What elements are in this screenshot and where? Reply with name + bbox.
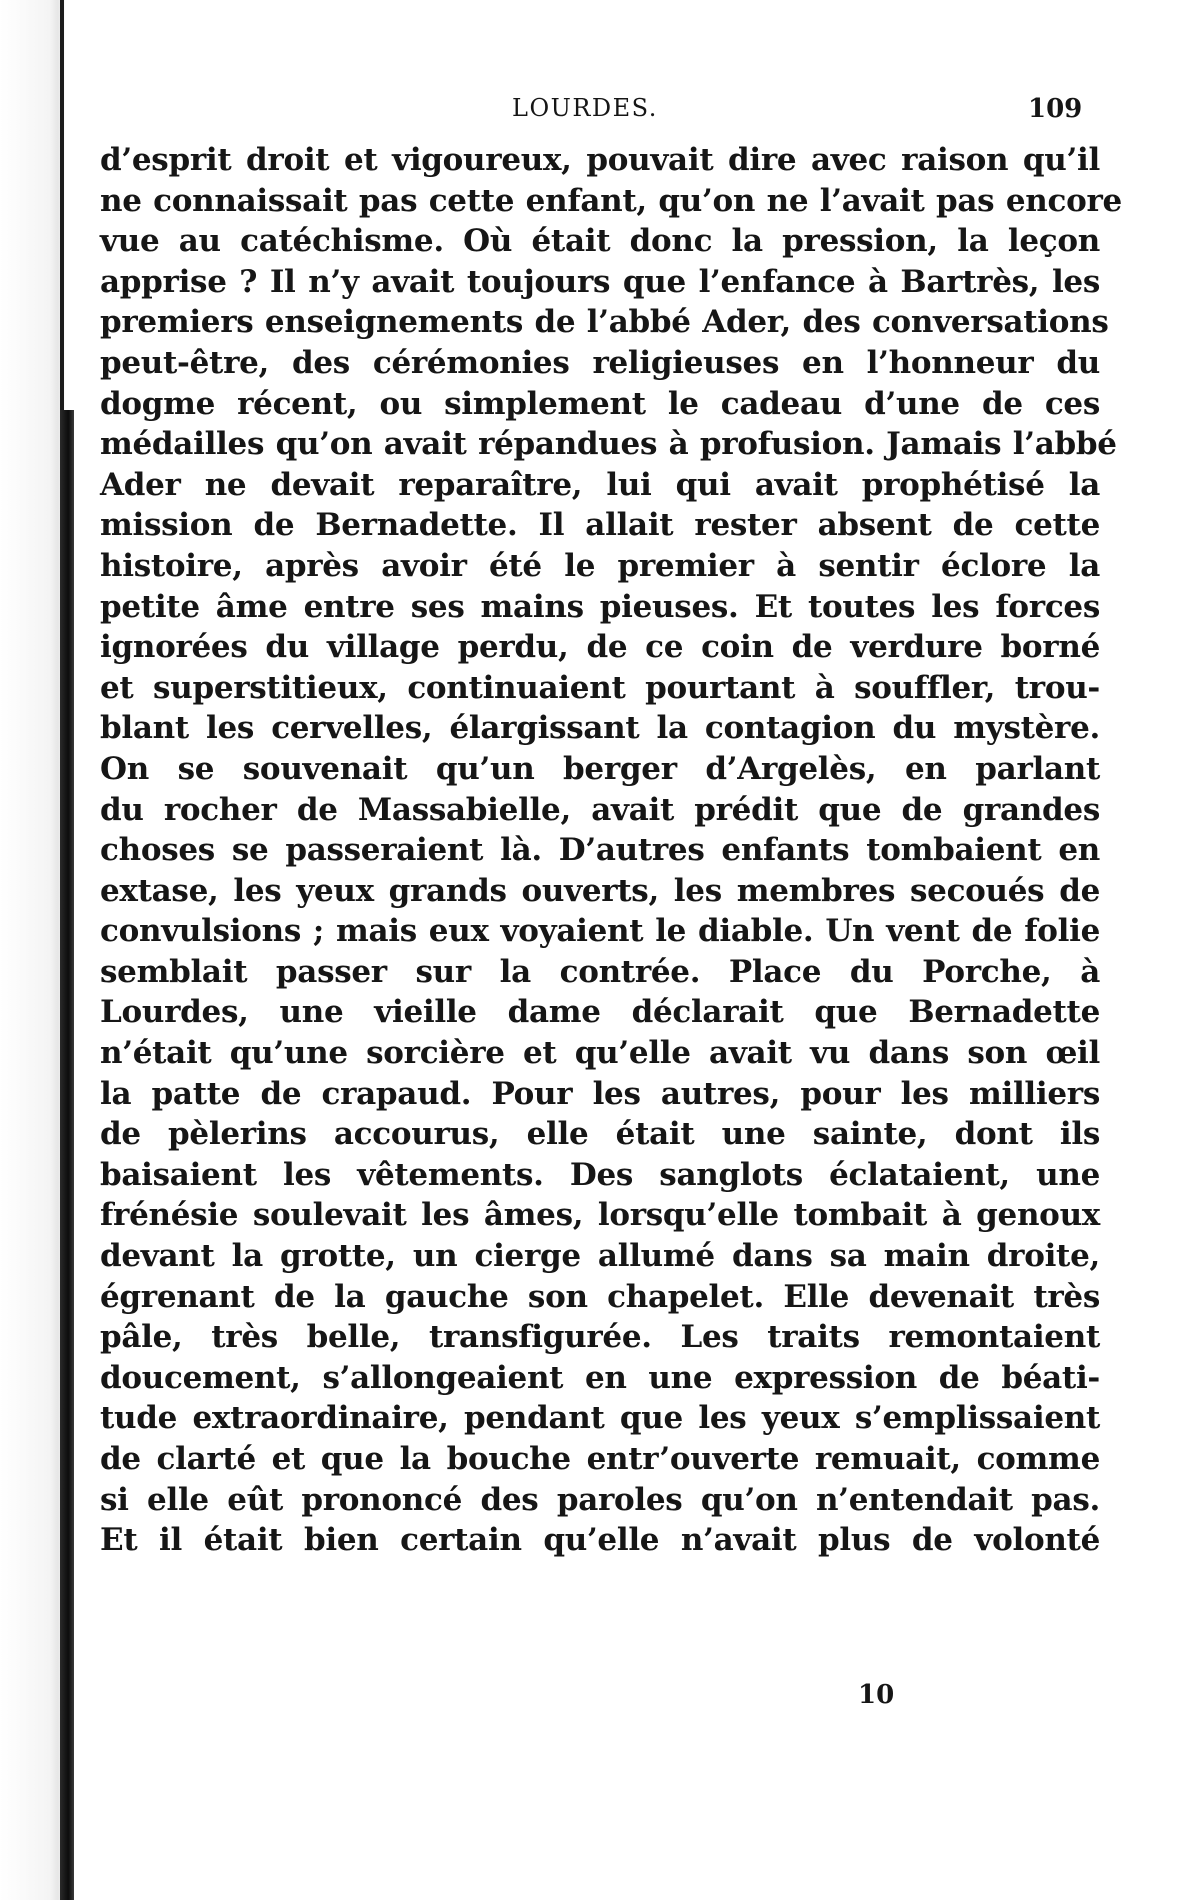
binding-shadow <box>60 410 74 1900</box>
page-header <box>100 90 1100 130</box>
text-line: de pèlerins accourus, elle était une sainte, dont ils <box>100 1116 1100 1153</box>
text-line: n’était qu’une sorcière et qu’elle avait vu dans son œil <box>100 1035 1100 1072</box>
text-line: vue au catéchisme. Où était donc la pression, la leçon <box>100 223 1100 260</box>
text-line: et superstitieux, continuaient pourtant à souffler, trou- <box>100 669 1100 706</box>
text-line: du rocher de Massabielle, avait prédit que de grandes <box>100 791 1100 828</box>
binding-gutter <box>0 0 96 1900</box>
text-line: frénésie soulevait les âmes, lorsqu’elle tombait à genoux <box>100 1197 1100 1234</box>
page-number: 109 <box>1028 94 1083 124</box>
text-line: apprise ? Il n’y avait toujours que l’enfance à Bartrès, les <box>100 263 1100 300</box>
text-line: Ader ne devait reparaître, lui qui avait prophétisé la <box>100 466 1100 503</box>
signature-mark: 10 <box>858 1680 895 1710</box>
text-line: si elle eût prononcé des paroles qu’on n’entendait pas. <box>100 1481 1100 1518</box>
text-line: ne connaissait pas cette enfant, qu’on ne l’avait pas encore <box>100 182 1122 219</box>
text-line: dogme récent, ou simplement le cadeau d’une de ces <box>100 385 1100 422</box>
text-line: devant la grotte, un cierge allumé dans sa main droite, <box>100 1238 1100 1275</box>
text-line: convulsions ; mais eux voyaient le diable. Un vent de folie <box>100 913 1100 950</box>
text-line: peut-être, des cérémonies religieuses en l’honneur du <box>100 344 1100 381</box>
page-body-text <box>100 140 1122 1561</box>
text-line: petite âme entre ses mains pieuses. Et toutes les forces <box>100 588 1100 625</box>
text-line: doucement, s’allongeaient en une expression de béati- <box>100 1359 1100 1396</box>
text-line: de clarté et que la bouche entr’ouverte remuait, comme <box>100 1441 1100 1477</box>
text-line: ignorées du village perdu, de ce coin de verdure borné <box>100 629 1100 666</box>
text-line: médailles qu’on avait répandues à profusion. Jamais l’abbé <box>100 426 1117 463</box>
text-line: semblait passer sur la contrée. Place du Porche, à <box>100 953 1100 990</box>
text-line: extase, les yeux grands ouverts, les membres secoués de <box>100 872 1100 909</box>
text-line: blant les cervelles, élargissant la contagion du mystère. <box>100 710 1100 747</box>
text-line: égrenant de la gauche son chapelet. Elle devenait très <box>100 1278 1100 1315</box>
running-head: LOURDES. <box>512 94 658 122</box>
text-line: On se souvenait qu’un berger d’Argelès, en parlant <box>100 750 1100 787</box>
text-line: Et il était bien certain qu’elle n’avait plus de volonté <box>100 1522 1100 1559</box>
text-line: mission de Bernadette. Il allait rester absent de cette <box>100 507 1100 544</box>
text-line: pâle, très belle, transfigurée. Les traits remontaient <box>100 1319 1100 1356</box>
text-line: choses se passeraient là. D’autres enfants tombaient en <box>100 832 1100 869</box>
text-line: la patte de crapaud. Pour les autres, pour les milliers <box>100 1075 1100 1112</box>
text-line: tude extraordinaire, pendant que les yeux s’emplissaient <box>100 1400 1100 1437</box>
text-line: baisaient les vêtements. Des sanglots éclataient, une <box>100 1156 1100 1193</box>
text-line: histoire, après avoir été le premier à sentir éclore la <box>100 547 1100 584</box>
text-line: d’esprit droit et vigoureux, pouvait dire avec raison qu’il <box>100 142 1100 178</box>
text-line: premiers enseignements de l’abbé Ader, des conversations <box>100 304 1109 341</box>
text-line: Lourdes, une vieille dame déclarait que Bernadette <box>100 994 1100 1031</box>
